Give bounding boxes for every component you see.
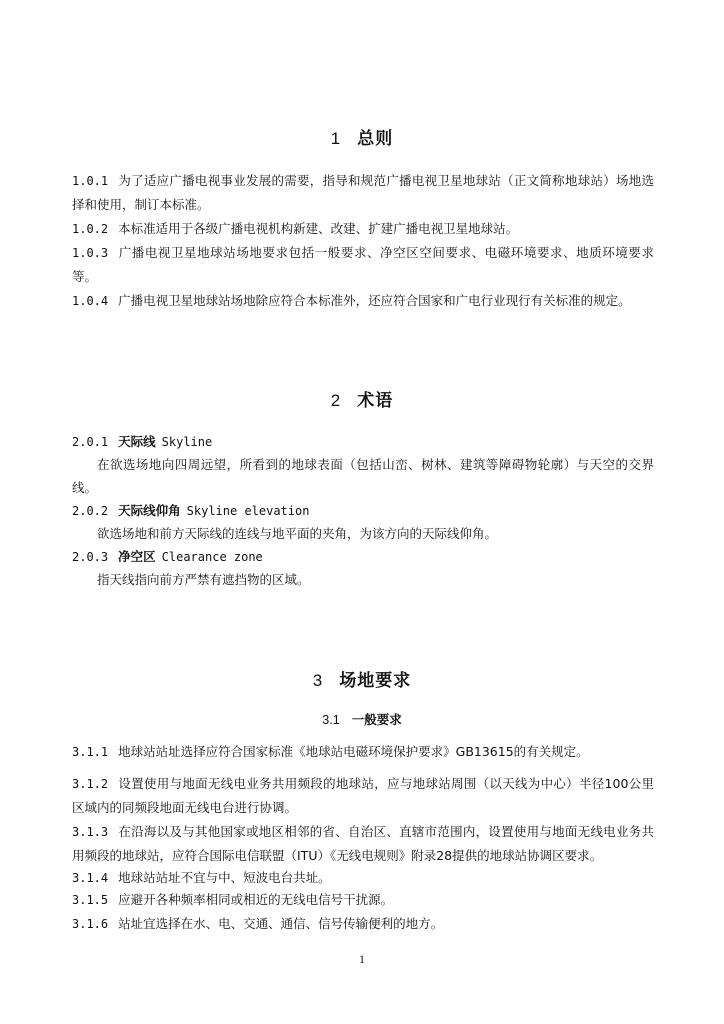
section-title: 术语 — [357, 391, 394, 411]
section-number: 1 — [330, 129, 342, 148]
clause-3-1-6: 3.1.6 站址宜选择在水、电、交通、通信、信号传输便利的地方。 — [72, 916, 444, 931]
section-1-heading — [0, 124, 724, 149]
clause-1-0-4: 1.0.4 广播电视卫星地球站场地除应符合本标准外，还应符合国家和广电行业现行有关标准的规定。 — [72, 293, 631, 308]
section-title: 总则 — [357, 129, 394, 149]
term-2-0-3: 2.0.3 净空区 Clearance zone — [72, 549, 263, 564]
term-2-0-3-definition: 指天线指向前方严禁有遮挡物的区域。 — [97, 572, 310, 587]
clause-3-1-5: 3.1.5 应避开各种频率相同或相近的无线电信号干扰源。 — [72, 892, 394, 907]
section-3-heading — [0, 666, 724, 691]
clause-1-0-2: 1.0.2 本标准适用于各级广播电视机构新建、改建、扩建广播电视卫星地球站。 — [72, 221, 519, 236]
term-2-0-1-definition: 在欲选场地向四周远望，所看到的地球表面（包括山峦、树林、建筑等障碍物轮廓）与天空的交界线。 — [72, 457, 654, 495]
clause-3-1-3: 3.1.3 在沿海以及与其他国家或地区相邻的省、自治区、直辖市范围内，设置使用与地面无线电业务共用频段的地球站，应符合国际电信联盟（ITU）《无线电规则》附录28提供的地球站协调区要求。 — [72, 824, 654, 863]
clause-3-1-1: 3.1.1 地球站站址选择应符合国家标准《地球站电磁环境保护要求》GB13615的有关规定。 — [72, 744, 589, 759]
section-title: 场地要求 — [339, 671, 412, 691]
section-number: 3 — [312, 671, 324, 690]
section-number: 2 — [330, 391, 342, 410]
term-2-0-1: 2.0.1 天际线 Skyline — [72, 434, 213, 449]
term-2-0-2-definition: 欲选场地和前方天际线的连线与地平面的夹角，为该方向的天际线仰角。 — [97, 526, 498, 541]
clause-3-1-4: 3.1.4 地球站站址不宜与中、短波电台共址。 — [72, 870, 331, 885]
clause-1-0-1: 1.0.1 为了适应广播电视事业发展的需要，指导和规范广播电视卫星地球站（正文简称地球站）场地选择和使用，制订本标准。 — [72, 173, 654, 212]
clause-1-0-3: 1.0.3 广播电视卫星地球站场地要求包括一般要求、净空区空间要求、电磁环境要求、地质环境要求等。 — [72, 245, 654, 284]
section-2-heading — [0, 386, 724, 411]
clause-3-1-2: 3.1.2 设置使用与地面无线电业务共用频段的地球站，应与地球站周围（以天线为中心）半径100公里区域内的同频段地面无线电台进行协调。 — [72, 776, 654, 815]
term-2-0-2: 2.0.2 天际线仰角 Skyline elevation — [72, 503, 310, 518]
subsection-3-1-heading: 3.1 一般要求 — [322, 712, 402, 727]
page-number: 1 — [359, 952, 365, 966]
